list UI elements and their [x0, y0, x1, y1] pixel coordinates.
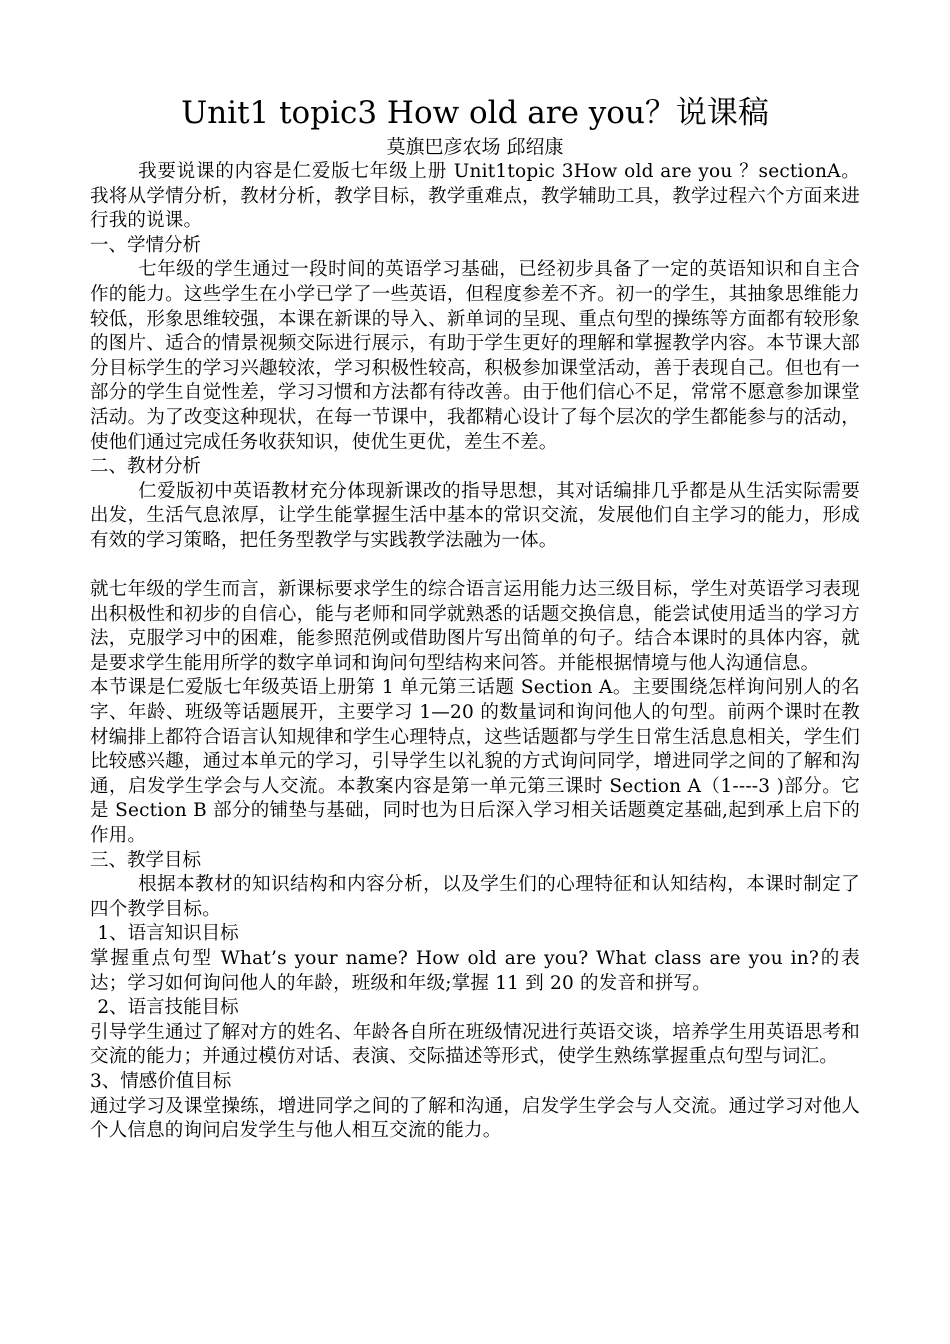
document-title: Unit1 topic3 How old are you？说课稿 [181, 95, 769, 131]
goal-body-language-skills: 引导学生通过了解对方的姓名、年龄各自所在班级情况进行英语交谈，培养学生用英语思考和交流的能力；并通过模仿对话、表演、交际描述等形式，使学生熟练掌握重点句型与词汇。 [90, 1021, 860, 1068]
intro-paragraph: 我要说课的内容是仁爱版七年级上册 Unit1topic 3How old are you ？sectionA。我将从学情分析，教材分析，教学目标，教学重难点，教学辅助工具，教学过程六个方面来进行我的说课。 [90, 161, 860, 232]
goal-heading-emotional-values: 3、情感价值目标 [90, 1070, 232, 1092]
goal-heading-language-knowledge: 1、语言知识目标 [97, 923, 239, 945]
material-analysis-paragraph: 仁爱版初中英语教材充分体现新课改的指导思想，其对话编排几乎都是从生活实际需要出发，生活气息浓厚，让学生能掌握生活中基本的常识交流，发展他们自主学习的能力，形成有效的学习策略，把任务型教学与实践教学法融为一体。 [90, 480, 860, 551]
curriculum-standard-paragraph: 就七年级的学生而言，新课标要求学生的综合语言运用能力达三级目标，学生对英语学习表现出积极性和初步的自信心，能与老师和同学就熟悉的话题交换信息，能尝试使用适当的学习方法，克服学习中的困难，能参照范例或借助图片写出简单的句子。结合本课时的具体内容，就是要求学生能用所学的数字单词和询问句型结构来问答。并能根据情境与他人沟通信息。 [90, 579, 860, 674]
section-heading-material-analysis: 二、教材分析 [90, 456, 202, 478]
goal-body-language-knowledge: 掌握重点句型 What’s your name? How old are you? What class are you in?的表达；学习如何询问他人的年龄，班级和年级;掌握 11 到 20 的发音和拼写。 [90, 948, 860, 994]
section-heading-teaching-goals: 三、教学目标 [90, 849, 202, 871]
teaching-goals-paragraph: 根据本教材的知识结构和内容分析，以及学生们的心理特征和认知结构，本课时制定了四个教学目标。 [90, 874, 860, 920]
author-line: 莫旗巴彦农场 邱绍康 [386, 136, 564, 158]
section-heading-student-analysis: 一、学情分析 [90, 234, 202, 256]
student-analysis-paragraph: 七年级的学生通过一段时间的英语学习基础，已经初步具备了一定的英语知识和自主合作的能力。这些学生在小学已学了一些英语，但程度参差不齐。初一的学生，其抽象思维能力较低，形象思维较强，本课在新课的导入、新单词的呈现、重点句型的操练等方面都有较形象的图片、适合的情景视频交际进行展示，有助于学生更好的理解和掌握教学内容。本节课大部分目标学生的学习兴趣较浓，学习积极性较高，积极参加课堂活动，善于表现自己。但也有一部分的学生自觉性差，学习习惯和方法都有待改善。由于他们信心不足，常常不愿意参加课堂活动。为了改变这种现状，在每一节课中，我都精心设计了每个层次的学生都能参与的活动，使他们通过完成任务收获知识，使优生更优，差生不差。 [90, 259, 860, 453]
blank-line [90, 554, 860, 579]
goal-heading-language-skills: 2、语言技能目标 [97, 997, 239, 1019]
lesson-content-paragraph: 本节课是仁爱版七年级英语上册第 1 单元第三话题 Section A。主要围绕怎样询问别人的名字、年龄、班级等话题展开，主要学习 1—20 的数量词和询问他人的句型。前两个课时在教材编排上都符合语言认知规律和学生心理特点，这些话题都与学生日常生活息息相关，学生们比较感兴趣，通过本单元的学习，引导学生以礼貌的方式询问同学，增进同学之间的了解和沟通，启发学生学会与人交流。本教案内容是第一单元第三课时 Section A（1----3 )部分。它是 Section B 部分的铺垫与基础，同时也为日后深入学习相关话题奠定基础,起到承上启下的作用。 [90, 677, 860, 847]
goal-body-emotional-values: 通过学习及课堂操练，增进同学之间的了解和沟通，启发学生学会与人交流。通过学习对他人个人信息的询问启发学生与他人相互交流的能力。 [90, 1095, 860, 1142]
document-page [90, 92, 860, 1144]
